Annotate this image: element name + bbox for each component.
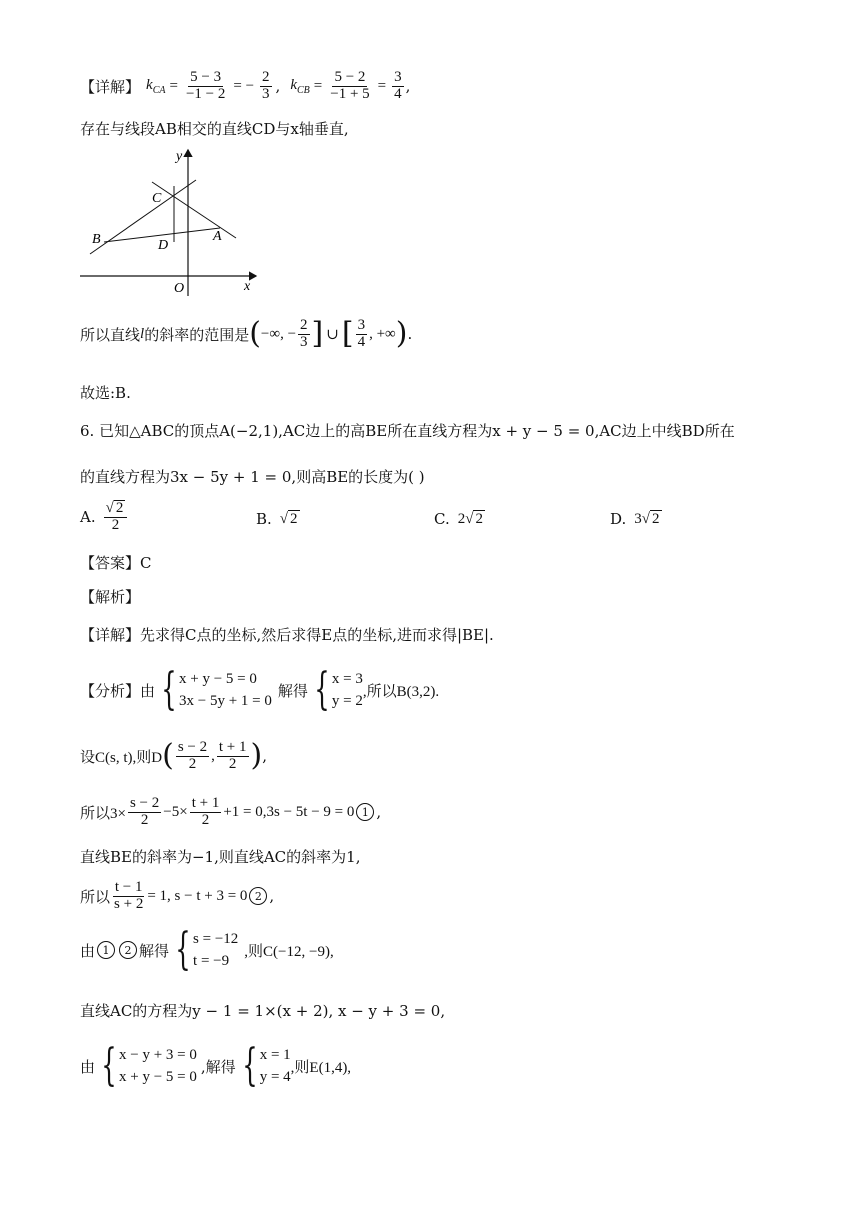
comma: ,	[405, 77, 411, 96]
option-b-value: √ 2	[279, 511, 298, 527]
label-a: A	[213, 229, 222, 244]
option-b-label: B.	[256, 510, 272, 528]
circle-number-2: 2	[249, 887, 267, 905]
eq4-frac: $\frac{t - 1}{s + 2}$	[114, 879, 144, 912]
d-y-frac: $\frac{t + 1}{2}$	[218, 739, 247, 772]
eq3-line	[80, 796, 381, 829]
range-right: , +∞	[369, 325, 396, 342]
set-c-end: ,	[262, 747, 267, 766]
eq4-end: ,	[269, 887, 275, 906]
line-bc	[90, 180, 196, 254]
slope-line: 直线BE的斜率为−1,则直线AC的斜率为1,	[80, 848, 361, 866]
range-frac1: $\frac{2}{3}$	[300, 317, 308, 350]
ac-line: 直线AC的方程为y − 1 = 1×(x + 2), x − y + 3 = 0,	[80, 1002, 446, 1020]
range-frac2: $\frac{3}{4}$	[357, 317, 366, 350]
eq3-end: ,	[376, 803, 382, 822]
eq3-tail: +1 = 0,3s − 5t − 9 = 0	[223, 803, 355, 820]
option-c-value: √ 2	[465, 511, 483, 527]
d-x-frac: $\frac{s - 2}{2}$	[177, 739, 208, 772]
eq4-line	[80, 880, 274, 913]
set-c-prefix: 设C(s, t),则D	[80, 749, 163, 766]
right-paren: )	[395, 316, 408, 352]
period: .	[407, 325, 413, 344]
label-y: y	[176, 149, 183, 164]
option-c-label: C.	[434, 510, 450, 528]
option-a[interactable]	[80, 500, 129, 534]
equals-minus: = −	[233, 77, 255, 94]
option-c-coef: 2	[457, 510, 466, 527]
solve3-line	[80, 1040, 352, 1091]
k-cb-symbol: $k_{CB}$	[290, 76, 310, 96]
solve1-end: ,所以B(3,2).	[362, 683, 440, 700]
solve2-line	[80, 924, 334, 975]
detail2-line: 【详解】先求得C点的坐标,然后求得E点的坐标,进而求得|BE|.	[80, 626, 494, 644]
left-paren: (	[249, 316, 261, 352]
solve2-mid: 解得	[139, 941, 170, 960]
eq3-frac2: $\frac{t + 1}{2}$	[191, 795, 220, 828]
answer-line: 【答案】C	[80, 554, 152, 572]
equals-sign: =	[313, 77, 323, 94]
solve3-end: ,则E(1,4),	[290, 1059, 352, 1076]
circle-number-2: 2	[119, 941, 137, 959]
result-1: { x = 3 y = 2	[314, 664, 363, 715]
range-prefix: 所以直线	[80, 325, 141, 344]
circle-number-1: 1	[97, 941, 115, 959]
k-cb-fraction: $\frac{5 - 2}{-1 + 5}$	[330, 69, 370, 102]
solve1-line	[80, 664, 440, 715]
solve1-mid: 解得	[277, 681, 308, 700]
solve2-end: ,则C(−12, −9),	[244, 943, 334, 960]
label-b: B	[92, 232, 101, 247]
option-d[interactable]	[610, 510, 662, 528]
equals-sign: =	[377, 77, 387, 94]
result-2: { s = −12 t = −9	[175, 924, 239, 975]
range-line	[80, 318, 412, 351]
option-d-label: D.	[610, 510, 627, 528]
eq3-mid: −5×	[163, 803, 188, 820]
exist-line: 存在与线段AB相交的直线CD与x轴垂直,	[80, 120, 349, 138]
circle-number-1: 1	[356, 803, 374, 821]
label-x: x	[244, 279, 251, 294]
choose-line: 故选:B.	[80, 384, 131, 402]
option-a-value: √ 2 2	[104, 500, 128, 534]
analysis-line: 【解析】	[80, 588, 141, 606]
eq3-frac1: $\frac{s - 2}{2}$	[129, 795, 160, 828]
eq4-tail: = 1, s − t + 3 = 0	[147, 887, 248, 904]
right-bracket: ]	[311, 316, 324, 352]
label-d: D	[158, 238, 169, 253]
system-1: { x + y − 5 = 0 3x − 5y + 1 = 0	[161, 664, 272, 715]
equals-sign: =	[169, 77, 178, 94]
label-o: O	[174, 281, 185, 296]
eq4-prefix: 所以	[80, 887, 111, 906]
solve3-prefix: 由	[80, 1057, 96, 1076]
line-ca	[152, 182, 236, 238]
k-ca-symbol: $k_{CA}$	[146, 76, 166, 96]
geometry-figure	[78, 146, 268, 296]
option-d-value: √ 2	[641, 511, 660, 527]
k-ca-fraction: $\frac{5 - 3}{-1 - 2}$	[185, 69, 226, 102]
label-c: C	[152, 191, 162, 206]
eq3-prefix: 所以3×	[80, 805, 126, 822]
option-d-coef: 3	[634, 510, 642, 527]
detail-slopes-line	[80, 70, 410, 103]
right-paren: )	[250, 738, 263, 774]
comma: ,	[275, 77, 281, 96]
option-b[interactable]	[256, 510, 300, 528]
range-mid: 的斜率的范围是	[144, 325, 250, 344]
range-left: −∞, −	[260, 325, 297, 342]
solve1-prefix: 【分析】由	[80, 681, 156, 700]
k-cb-result: $\frac{3}{4}$	[394, 69, 402, 102]
option-c[interactable]	[434, 510, 485, 528]
left-paren: (	[162, 738, 174, 774]
solve2-prefix: 由	[80, 941, 96, 960]
set-c-line	[80, 740, 267, 773]
line-l: l	[140, 325, 145, 342]
left-bracket: [	[341, 316, 354, 352]
result-3: { x = 1 y = 4	[241, 1040, 291, 1091]
q6-line2: 的直线方程为3x − 5y + 1 = 0,则高BE的长度为( )	[80, 468, 425, 486]
k-ca-result: $\frac{2}{3}$	[262, 69, 270, 102]
solve3-mid: ,解得	[200, 1057, 236, 1076]
comma: ,	[211, 747, 215, 764]
union-symbol: ∪	[326, 326, 339, 343]
option-a-label: A.	[80, 507, 96, 526]
q6-line1: 6. 已知△ABC的顶点A(−2,1),AC边上的高BE所在直线方程为x + y − 5 = 0,AC边上中线BD所在	[80, 422, 735, 440]
system-3: { x − y + 3 = 0 x + y − 5 = 0	[101, 1040, 197, 1091]
detail-tag: 【详解】	[80, 77, 141, 96]
